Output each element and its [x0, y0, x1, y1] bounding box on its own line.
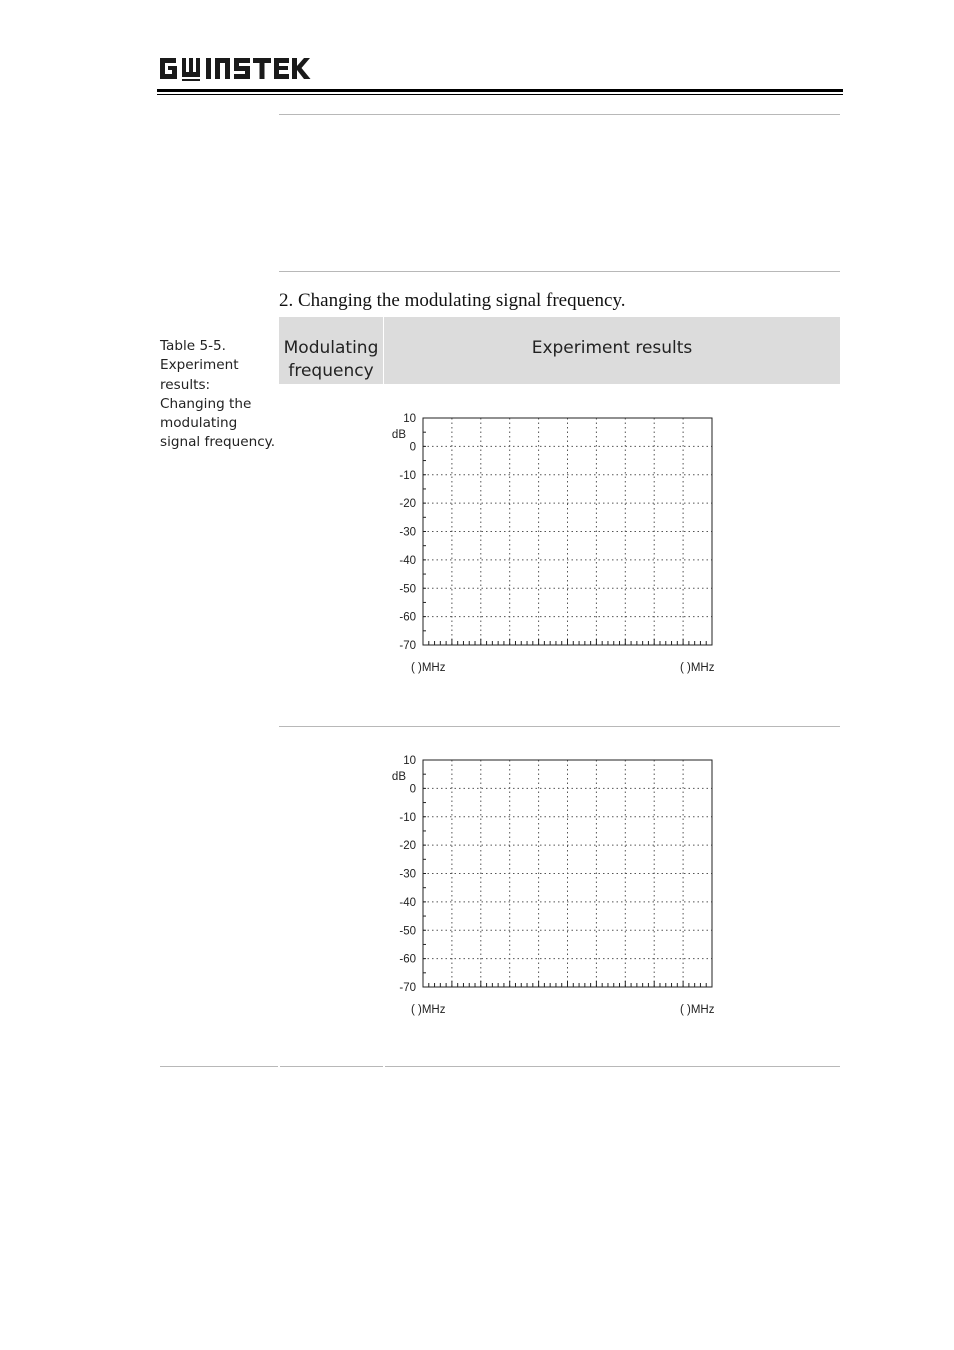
caption-line: modulating [160, 415, 238, 432]
x-axis-end-label: ( )MHz [680, 662, 715, 674]
column-header-experiment-results: Experiment results [531, 338, 693, 358]
y-tick-label: -30 [399, 868, 416, 881]
y-tick-label: -60 [399, 611, 416, 624]
caption-line: signal frequency. [160, 434, 276, 451]
column-header-line: frequency [288, 361, 374, 381]
y-tick-label: -70 [399, 640, 416, 652]
y-tick-label: 0 [409, 441, 416, 454]
y-tick-label: -60 [399, 953, 416, 966]
spectrum-chart-1 [380, 408, 740, 678]
y-tick-label: -50 [399, 925, 416, 938]
caption-line: Experiment [160, 357, 239, 374]
section-heading: 2. Changing the modulating signal frequency. [279, 290, 626, 311]
y-tick-label: -10 [399, 811, 416, 824]
x-axis-start-label: ( )MHz [411, 662, 446, 674]
header-rule-thin [157, 94, 843, 95]
header-rule-thick [157, 89, 843, 92]
y-tick-label: -40 [399, 896, 416, 909]
table-caption [160, 337, 275, 453]
y-tick-label: -30 [399, 526, 416, 539]
y-tick-label: -70 [399, 982, 416, 994]
y-tick-label: 0 [409, 783, 416, 796]
table-bottom-rule [280, 1066, 383, 1067]
caption-line: Changing the [160, 395, 252, 412]
table-bottom-rule [385, 1066, 840, 1067]
column-header-line: Modulating [283, 338, 379, 358]
y-tick-label: -20 [399, 840, 416, 853]
table-row-divider [279, 726, 840, 727]
table-rule [279, 114, 840, 115]
y-tick-label: -10 [399, 469, 416, 482]
x-axis-end-label: ( )MHz [680, 1004, 715, 1016]
spectrum-chart-2 [380, 750, 740, 1020]
y-tick-label: -40 [399, 554, 416, 567]
caption-line: results: [160, 376, 211, 393]
x-axis-start-label: ( )MHz [411, 1004, 446, 1016]
column-header-modulating-frequency [279, 337, 383, 383]
y-axis-unit-label: dB [391, 771, 406, 784]
y-tick-label: -20 [399, 498, 416, 511]
y-tick-label: -50 [399, 583, 416, 596]
table-rule [279, 271, 840, 272]
y-axis-unit-label: dB [391, 429, 406, 442]
gw-instek-logo [158, 52, 328, 86]
y-tick-label: 10 [403, 755, 416, 767]
caption-line: Table 5-5. [160, 338, 226, 354]
table-bottom-rule [160, 1066, 278, 1067]
y-tick-label: 10 [403, 413, 416, 425]
